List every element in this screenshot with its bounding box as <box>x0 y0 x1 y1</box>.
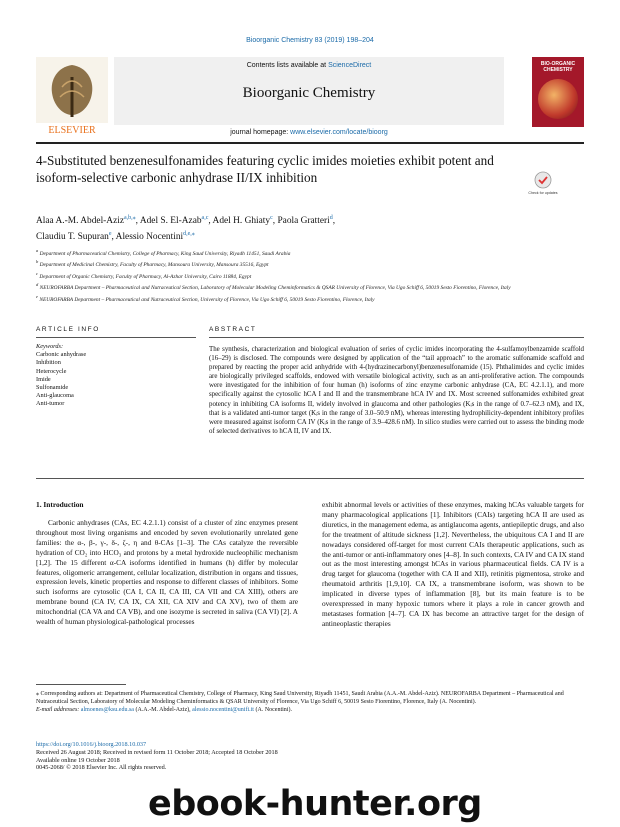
keywords-label: Keywords: <box>36 343 64 350</box>
body-column-right <box>322 500 584 629</box>
abstract-heading: ABSTRACT <box>209 326 257 333</box>
article-history <box>36 741 336 772</box>
body-column-left <box>36 518 298 627</box>
article-info-rule <box>36 337 196 338</box>
keyword: Anti-glaucoma <box>36 392 74 400</box>
available-online: Available online 19 October 2018 <box>36 756 120 764</box>
author-affil-marker[interactable]: a,b,⁎ <box>124 215 136 221</box>
elsevier-logo <box>36 57 108 139</box>
author-name[interactable]: Alaa A.-M. Abdel-Aziz <box>36 216 124 227</box>
abstract-text: The synthesis, characterization and biological evaluation of series of cyclic imides incorporating the 4-sulfamoylbenzamide scaffold (16–29) is disclosed. The compounds were designed by application of the “tail approach” to the aromatic sulfonamide scaffold and prepared by reacting the proper acid anhydride with 4-(hydrazinecarbonyl)benzenesulfonamide (15). Phthalimides and cyclic imides are biologically privileged scaffolds, endowed with versatile biological activity, such as an anti-proliferative action. The compounds were investigated for the inhibition of four human (h) isoforms of zinc enzyme carbonic anhydrase (CA, EC 4.2.1.1), and more specifically against the cytosolic hCA I and II and the transmembrane hCA IV and IX. Most screened sulfonamides exhibited great potency in inhibiting CA isoforms II, widely involved in glaucoma and other pathologies (Kᵢs in the range of 0.7–62.3 nM), and IX, that is a validated anti-tumor target (Kᵢs in the range of 3.0–50.9 nM), whereas interesting hydrophilicity-dependent inhibitory profiles were measured against isoform CA IV (Kᵢs in the range of 3.9–428.6 nM). In silico studies were carried out to assess the binding mode of selected derivatives to hCA II, IV and IX. <box>209 346 584 435</box>
author-list <box>36 212 536 244</box>
email-note: E-mail addresses: almoenes@ksu.edu.sa (A.A.-M. Abdel-Aziz), alessio.nocentini@unifi.it (A. Nocentini). <box>36 707 292 713</box>
author-name[interactable]: , Paola Gratteri <box>272 216 330 227</box>
journal-header <box>36 57 584 139</box>
cover-title: BIO-ORGANIC CHEMISTRY <box>540 61 576 73</box>
author-affil-marker[interactable]: e <box>108 231 112 238</box>
keyword: Imide <box>36 375 51 383</box>
contents-line <box>114 62 504 69</box>
email-link[interactable]: almoenes@ksu.edu.sa <box>80 707 134 713</box>
author-name[interactable]: , Alessio Nocentini <box>111 232 184 243</box>
keyword: Inhibition <box>36 359 61 367</box>
author-affil-marker[interactable]: d <box>329 215 333 221</box>
author-affil-marker[interactable]: a,c <box>201 215 209 221</box>
article-title: 4-Substituted benzenesulfonamides featuring cyclic imides moieties exhibit potent and isoform-selective carbonic anhydrase II/IX inhibition <box>36 153 494 185</box>
affiliation-d: $^d$ NEUROFARBA Department – Pharmaceutical and Nutraceutical Section, Laboratory of Molecular Modeling Cheminformatics & QSAR University of Florence, Via Ugo Schiff 6, 50019 Sesto Fiorentino, Florence, Italy <box>36 282 511 291</box>
affiliation-a: $^a$ Department of Pharmaceutical Chemistry, College of Pharmacy, King Saud University, Riyadh 11451, Saudi Arabia <box>36 248 291 257</box>
homepage-prefix: journal homepage: <box>230 129 291 136</box>
copyright: 0045-2068/ © 2018 Elsevier Inc. All rights reserved. <box>36 764 167 772</box>
abstract-bottom-rule <box>36 478 584 479</box>
check-for-updates-icon[interactable] <box>530 170 556 200</box>
keyword: Anti-tumor <box>36 400 65 408</box>
homepage-link[interactable]: www.elsevier.com/locate/bioorg <box>290 129 388 136</box>
keyword: Carbonic anhydrase <box>36 351 87 359</box>
corresponding-author-note: ⁎ Corresponding authors at: Department of Pharmaceutical Chemistry, College of Pharmacy, King Saud University, Riyadh 11451, Saudi Arabia (A.A.-M. Abdel-Aziz). NEUROFARBA Department – Pharmaceutical and Nutraceutical Section, Laboratory of Molecular Modeling Cheminformatics & QSAR University of Florence, Via Ugo Schiff 6, 50019 Sesto Fiorentino, Florence, Italy (A. Nocentini). <box>36 691 564 705</box>
author-name[interactable]: , Adel S. El-Azab <box>135 216 202 227</box>
journal-cover <box>532 57 584 127</box>
affiliation-e: $^e$ NEUROFARBA Department – Pharmaceutical and Nutraceutical Section, University of Florence, Via Ugo Schiff 6, 50019 Sesto Fiorentino, Florence, Italy <box>36 293 375 303</box>
body-paragraph: Carbonic anhydrases (CAs, EC 4.2.1.1) consist of a cluster of zinc enzymes present throughout most living organisms and encoded by seven evolutionarily unrelated gene families: the α-, β-, γ-, δ-, ζ-, η and θ-CAs [1–3]. The CAs catalyze the reversible hydration of CO₂ into HCO₃ and protons by a metal hydroxide nucleophilic mechanism [1,2]. The 15 different α-CA isoforms identified in humans (h) differ by molecular features, oligomeric arrangement, cellular localization, distribution in organs and tissues, expression levels, kinetic properties and response to different classes of inhibitors. Some such isoforms are cytosolic (CA I, CA II, CA III, CA VII and CA XIII), others are membrane bound (CA IV, CA IX, CA XII, CA XIV and CA XV), two of them are mitochondrial (CA VA and CA VB), and one isozyme is secreted in saliva (CA VI) [2]. A wealth of human physiological-pathological processes <box>36 518 298 627</box>
homepage-line <box>114 129 504 136</box>
affiliation-c: $^c$ Department of Organic Chemistry, Faculty of Pharmacy, Al-Azhar University, Cairo 11884, Egypt <box>36 270 252 280</box>
author-name[interactable]: Claudiu T. Supuran <box>36 232 109 243</box>
body-paragraph: exhibit abnormal levels or activities of these enzymes, making hCAs valuable targets for many pharmacological applications [1]. Inhibitors (CAIs) targeting hCA II are used as diuretics, in the management edema, as antiglaucoma agents, antiepileptic drugs, and also for the treatment of altitude sickness [1,2]. Nevertheless, the ubiquitous CA I and II are nowadays considered off-target for most current CAIs therapeutic applications, such as the anti-tumor or anti-inflammatory ones [4–8]. In such contexts, CA IV and CA IX stand out as the most interesting amongst hCAs in various pharmaceutical fields. CA IV is a drug target for glaucoma (together with CA II and XII), retinitis pigmentosa, stroke and rheumatoid arthritis [1,9,10]. CA IX, a transmembrane isoform, was shown to be implicated in diverse types of inflammation [8], but its main feature is to be overexpressed in many hypoxic tumors where it plays a role in cancer growth and metastases formation [4–7]. CA IX has become an attractive target for the design of antineoplastic therapies <box>322 500 584 628</box>
elsevier-wordmark: ELSEVIER <box>48 125 96 136</box>
author-affil-marker[interactable]: d,e,⁎ <box>183 231 195 238</box>
contents-prefix: Contents lists available at <box>246 62 329 69</box>
cover-image <box>538 79 578 119</box>
section-heading-introduction: 1. Introduction <box>36 500 84 509</box>
received-dates: Received 26 August 2018; Received in revised form 11 October 2018; Accepted 18 October 2018 <box>36 748 278 756</box>
journal-title: Bioorganic Chemistry <box>242 85 376 101</box>
doi-link[interactable]: https://doi.org/10.1016/j.bioorg.2018.10.037 <box>36 741 147 748</box>
footnotes <box>36 690 584 714</box>
footnote-rule <box>36 684 126 685</box>
svg-text:Check for updates: Check for updates <box>528 191 558 195</box>
keywords-block <box>36 343 176 409</box>
abstract-rule <box>209 337 584 338</box>
affiliations <box>36 247 584 304</box>
author-separator: , <box>332 216 336 227</box>
affiliation-b: $^b$ Department of Medicinal Chemistry, Faculty of Pharmacy, Mansoura University, Mansoura 35516, Egypt <box>36 259 269 269</box>
article-info-heading: ARTICLE INFO <box>36 326 100 333</box>
journal-banner <box>114 57 504 125</box>
email-link[interactable]: alessio.nocentini@unifi.it <box>192 707 254 713</box>
keyword: Sulfonamide <box>36 384 69 392</box>
watermark: ebook-hunter.org <box>148 784 482 824</box>
header-rule <box>36 142 584 144</box>
journal-reference[interactable]: Bioorganic Chemistry 83 (2019) 198–204 <box>246 37 374 44</box>
sciencedirect-link[interactable]: ScienceDirect <box>328 62 372 69</box>
author-name[interactable]: , Adel H. Ghiaty <box>208 216 271 227</box>
keyword: Heterocycle <box>36 367 67 375</box>
author-affil-marker[interactable]: c <box>270 215 273 221</box>
